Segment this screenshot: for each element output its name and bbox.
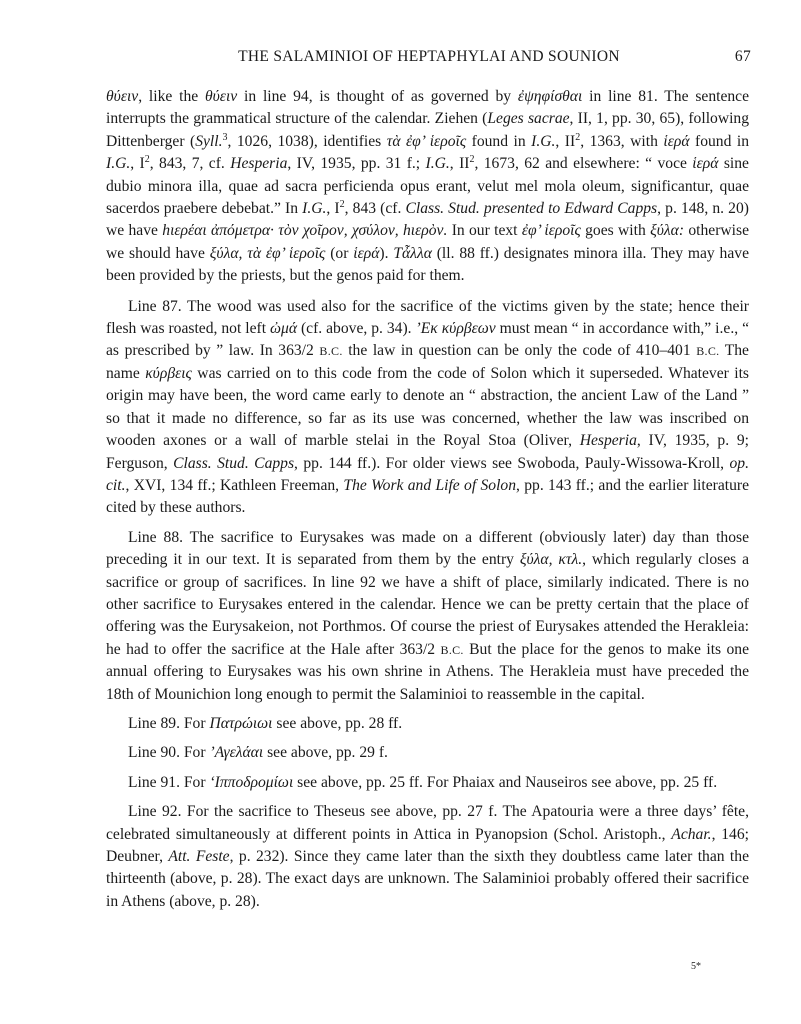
- small-caps: B.C.: [319, 344, 343, 359]
- citation-title: I.G.: [425, 155, 450, 173]
- paragraph-line-90: [106, 742, 749, 764]
- greek-term: ’Εκ κύρβεων: [415, 320, 496, 338]
- text-run: was carried on to this code from the code of Solon which it superseded. Whatever its origin may have been, the word came early to denote an “ abstraction, the ancient Law of the Land ” so that it made no difference, so far as its use was concerned, whether the law was inscribed on wooden axones or a wall of marble stelai in the Royal Stoa (Oliver,: [106, 364, 749, 450]
- text-run: , II: [555, 132, 576, 150]
- text-run: Line 91. For: [128, 773, 210, 791]
- text-run: goes with: [580, 222, 651, 240]
- greek-term: ξύλα, τὰ ἐφ’ ἱεροῖς: [209, 244, 326, 262]
- text-run: Line 92. For the sacrifice to Theseus see above, pp. 27 f. The Apatouria were a three days’ fête, celebrated simultaneously at different points in Attica in Pyanopsion (Schol. Aristoph.,: [106, 803, 749, 843]
- paragraph-line-89: [106, 713, 749, 735]
- text-run: see above, pp. 29 f.: [263, 744, 388, 762]
- greek-term: ’Αγελάαι: [209, 744, 264, 762]
- signature-mark: 5*: [691, 961, 701, 972]
- body-text: [106, 86, 749, 913]
- greek-term: ἱερά: [353, 244, 380, 262]
- greek-term: ‘Ιπποδρομίωι: [209, 773, 294, 791]
- text-run: Line 88. The sacrifice to Eurysakes was made on a different (obviously later) day than those preceding it in our text. It is separated from them by the entry: [106, 528, 749, 569]
- superscript: 2: [339, 198, 345, 210]
- text-run: Line 89. For: [128, 714, 210, 732]
- text-run: The name: [106, 342, 749, 382]
- superscript: 3: [222, 131, 228, 143]
- greek-term: hιερέαι ἀπόμετρα· τὸν χοῖρον, χσύλον, hιερὸν.: [162, 222, 448, 240]
- greek-term: Τἆλλα: [393, 244, 432, 262]
- citation-title: I.G.: [531, 132, 556, 150]
- greek-term: ἱερά: [692, 155, 719, 173]
- paragraph-line-92: [106, 801, 749, 913]
- text-run: see above, pp. 25 ff. For Phaiax and Nauseiros see above, pp. 25 ff.: [293, 773, 718, 791]
- text-run: , like the: [138, 88, 205, 105]
- greek-term: ἱερά: [663, 132, 690, 150]
- citation-title: Class. Stud. presented to Edward Capps: [405, 200, 658, 218]
- greek-term: ὠμά: [269, 320, 298, 338]
- text-run: , 1363, with: [580, 132, 664, 150]
- text-run: But the place for the genos to make its one annual offering to Eurysakes was his own shrine in Athens. The Herakleia must have preceded the 18th of Mounichion long enough to permit the Salaminioi to reassemble in the capital.: [106, 640, 750, 703]
- page-number: 67: [734, 48, 751, 65]
- small-caps: B.C.: [440, 642, 464, 657]
- citation-title: Syll.: [195, 132, 223, 150]
- citation-title: Hesperia: [579, 432, 637, 450]
- citation-title: I.G.: [302, 200, 327, 218]
- text-run: , I: [130, 155, 145, 173]
- greek-term: θύειν: [204, 88, 238, 105]
- paragraph-continuation: [106, 86, 749, 288]
- running-title: THE SALAMINIOI OF HEPTAPHYLAI AND SOUNION: [238, 48, 620, 65]
- greek-term: θύειν: [106, 88, 139, 105]
- greek-term: ξύλα:: [650, 222, 685, 240]
- text-run: , 843 (cf.: [344, 200, 406, 218]
- text-run: , pp. 143 ff.; and the earlier literature cited by these authors.: [106, 476, 750, 517]
- paragraph-line-91: [106, 772, 749, 794]
- citation-title: op. cit.: [106, 454, 749, 494]
- text-run: , II, 1, pp. 30, 65), following Dittenberger (: [106, 110, 750, 150]
- superscript: 2: [469, 154, 475, 166]
- text-run: must mean “ in accordance with,” i.e., “ as prescribed by ” law. In 363/2: [106, 320, 749, 360]
- text-run: Line 90. For: [128, 744, 210, 762]
- text-run: the law in question can be only the code of 410–401: [342, 342, 697, 360]
- citation-title: Leges sacrae: [487, 110, 570, 128]
- text-run: ).: [379, 244, 394, 262]
- text-run: otherwise we should have: [106, 222, 749, 262]
- text-run: , 1673, 62 and elsewhere: “ voce: [474, 155, 693, 173]
- citation-title: Att. Feste: [168, 848, 230, 865]
- text-run: see above, pp. 28 ff.: [272, 714, 403, 732]
- text-run: , 1026, 1038), identifies: [227, 132, 387, 150]
- text-run: in line 81. The sentence interrupts the grammatical structure of the calendar. Ziehen (: [106, 88, 750, 128]
- text-run: , IV, 1935, pp. 31 f.;: [287, 155, 426, 173]
- text-run: , 146; Deubner,: [106, 825, 749, 865]
- greek-term: ἐψηφίσθαι: [517, 88, 583, 105]
- greek-term: ἐφ’ ἱεροῖς: [521, 222, 581, 240]
- text-run: , II: [449, 155, 470, 173]
- text-run: , p. 148, n. 20) we have: [106, 200, 749, 240]
- text-run: , IV, 1935, p. 9; Ferguson,: [106, 432, 749, 472]
- text-run: in line 94, is thought of as governed by: [237, 88, 518, 105]
- greek-term: Πατρώιωι: [209, 714, 273, 732]
- text-run: , XVI, 134 ff.; Kathleen Freeman,: [125, 476, 344, 494]
- superscript: 2: [144, 154, 150, 166]
- running-header: [107, 48, 751, 72]
- citation-title: Hesperia: [230, 155, 288, 173]
- text-run: , pp. 144 ff.). For older views see Swoboda, Pauly-Wissowa-Kroll,: [294, 454, 730, 472]
- greek-term: ξύλα, κτλ.: [519, 551, 583, 569]
- superscript: 2: [575, 131, 581, 143]
- text-run: sine dubio minora illa, quae ad sacra perficienda opus erant, velut mel mola oleum, significantur, quae sacerdos praebere debebat.” In: [106, 155, 749, 218]
- text-run: , which regularly closes a sacrifice or group of sacrifices. In line 92 we have a shift of place, similarly indicated. There is no other sacrifice to Eurysakes entered in the calendar. Hence we can be pretty certain that the place of offering was the Eurysakeion, not Porthmos. Of course the priest of Eurysakes attended the Herakleia: he had to offer the sacrifice at the Hale after 363/2: [106, 551, 749, 658]
- text-run: , 843, 7, cf.: [149, 155, 231, 173]
- text-run: found in: [466, 132, 532, 150]
- greek-term: τὰ ἐφ’ ἱεροῖς: [386, 132, 467, 150]
- paragraph-line-87: [106, 296, 749, 520]
- small-caps: B.C.: [696, 344, 720, 359]
- citation-title: Class. Stud. Capps: [173, 454, 295, 472]
- text-run: (ll. 88 ff.) designates minora illa. They may have been provided by the priests, but the genos paid for them.: [106, 244, 749, 285]
- citation-title: Achar.: [671, 825, 712, 843]
- text-run: found in: [689, 132, 750, 150]
- text-run: In our text: [447, 222, 522, 240]
- paragraph-line-88: [106, 527, 749, 706]
- text-run: (or: [325, 244, 354, 262]
- text-run: (cf. above, p. 34).: [297, 320, 416, 338]
- citation-title: I.G.: [106, 155, 131, 173]
- text-run: , I: [326, 200, 340, 218]
- text-run: Line 87. The wood was used also for the sacrifice of the victims given by the state; hence their flesh was roasted, not left: [106, 297, 749, 338]
- citation-title: The Work and Life of Solon: [343, 476, 517, 494]
- greek-term: κύρβεις: [145, 364, 192, 382]
- text-run: , p. 232). Since they came later than the sixth they doubtless came later than the thirteenth (above, p. 28). The exact days are unknown. The Salaminioi probably offered their sacrifice in Athens (above, p. 28).: [106, 848, 749, 910]
